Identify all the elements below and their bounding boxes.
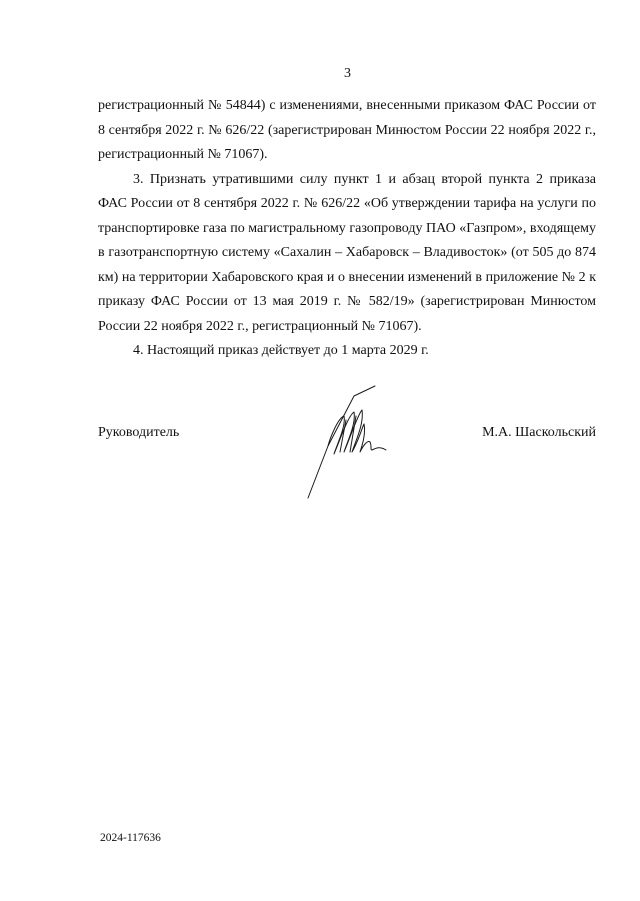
paragraph-item-3: 3. Признать утратившими силу пункт 1 и абзац второй пункта 2 приказа ФАС России от 8 сентября 2022 г. № 626/22 «Об утверждении тарифа на услуги по транспортировке газа по магистральному газопроводу ПАО «Газпром», входящему в газотранспортную систему «Сахалин – Хабаровск – Владивосток» (от 505 до 874 км) на территории Хабаровского края и о внесении изменений в приложение № 2 к приказу ФАС России от 13 мая 2019 г. № 582/19» (зарегистрирован Минюстом России 22 ноября 2022 г., регистрационный № 71067). bbox=[98, 171, 596, 334]
document-id: 2024-117636 bbox=[100, 832, 161, 844]
page-number: 3 bbox=[344, 66, 351, 81]
paragraph-item-4: 4. Настоящий приказ действует до 1 марта 2029 г. bbox=[133, 343, 429, 358]
handwritten-signature-icon bbox=[300, 380, 400, 500]
paragraph-continuation: регистрационный № 54844) с изменениями, внесенными приказом ФАС России от 8 сентября 2022 г. № 626/22 (зарегистрирован Минюстом России 22 ноября 2022 г., регистрационный № 71067). bbox=[98, 98, 596, 162]
signer-name: М.А. Шаскольский bbox=[482, 425, 596, 440]
signer-position: Руководитель bbox=[98, 425, 180, 440]
document-body bbox=[98, 94, 596, 364]
